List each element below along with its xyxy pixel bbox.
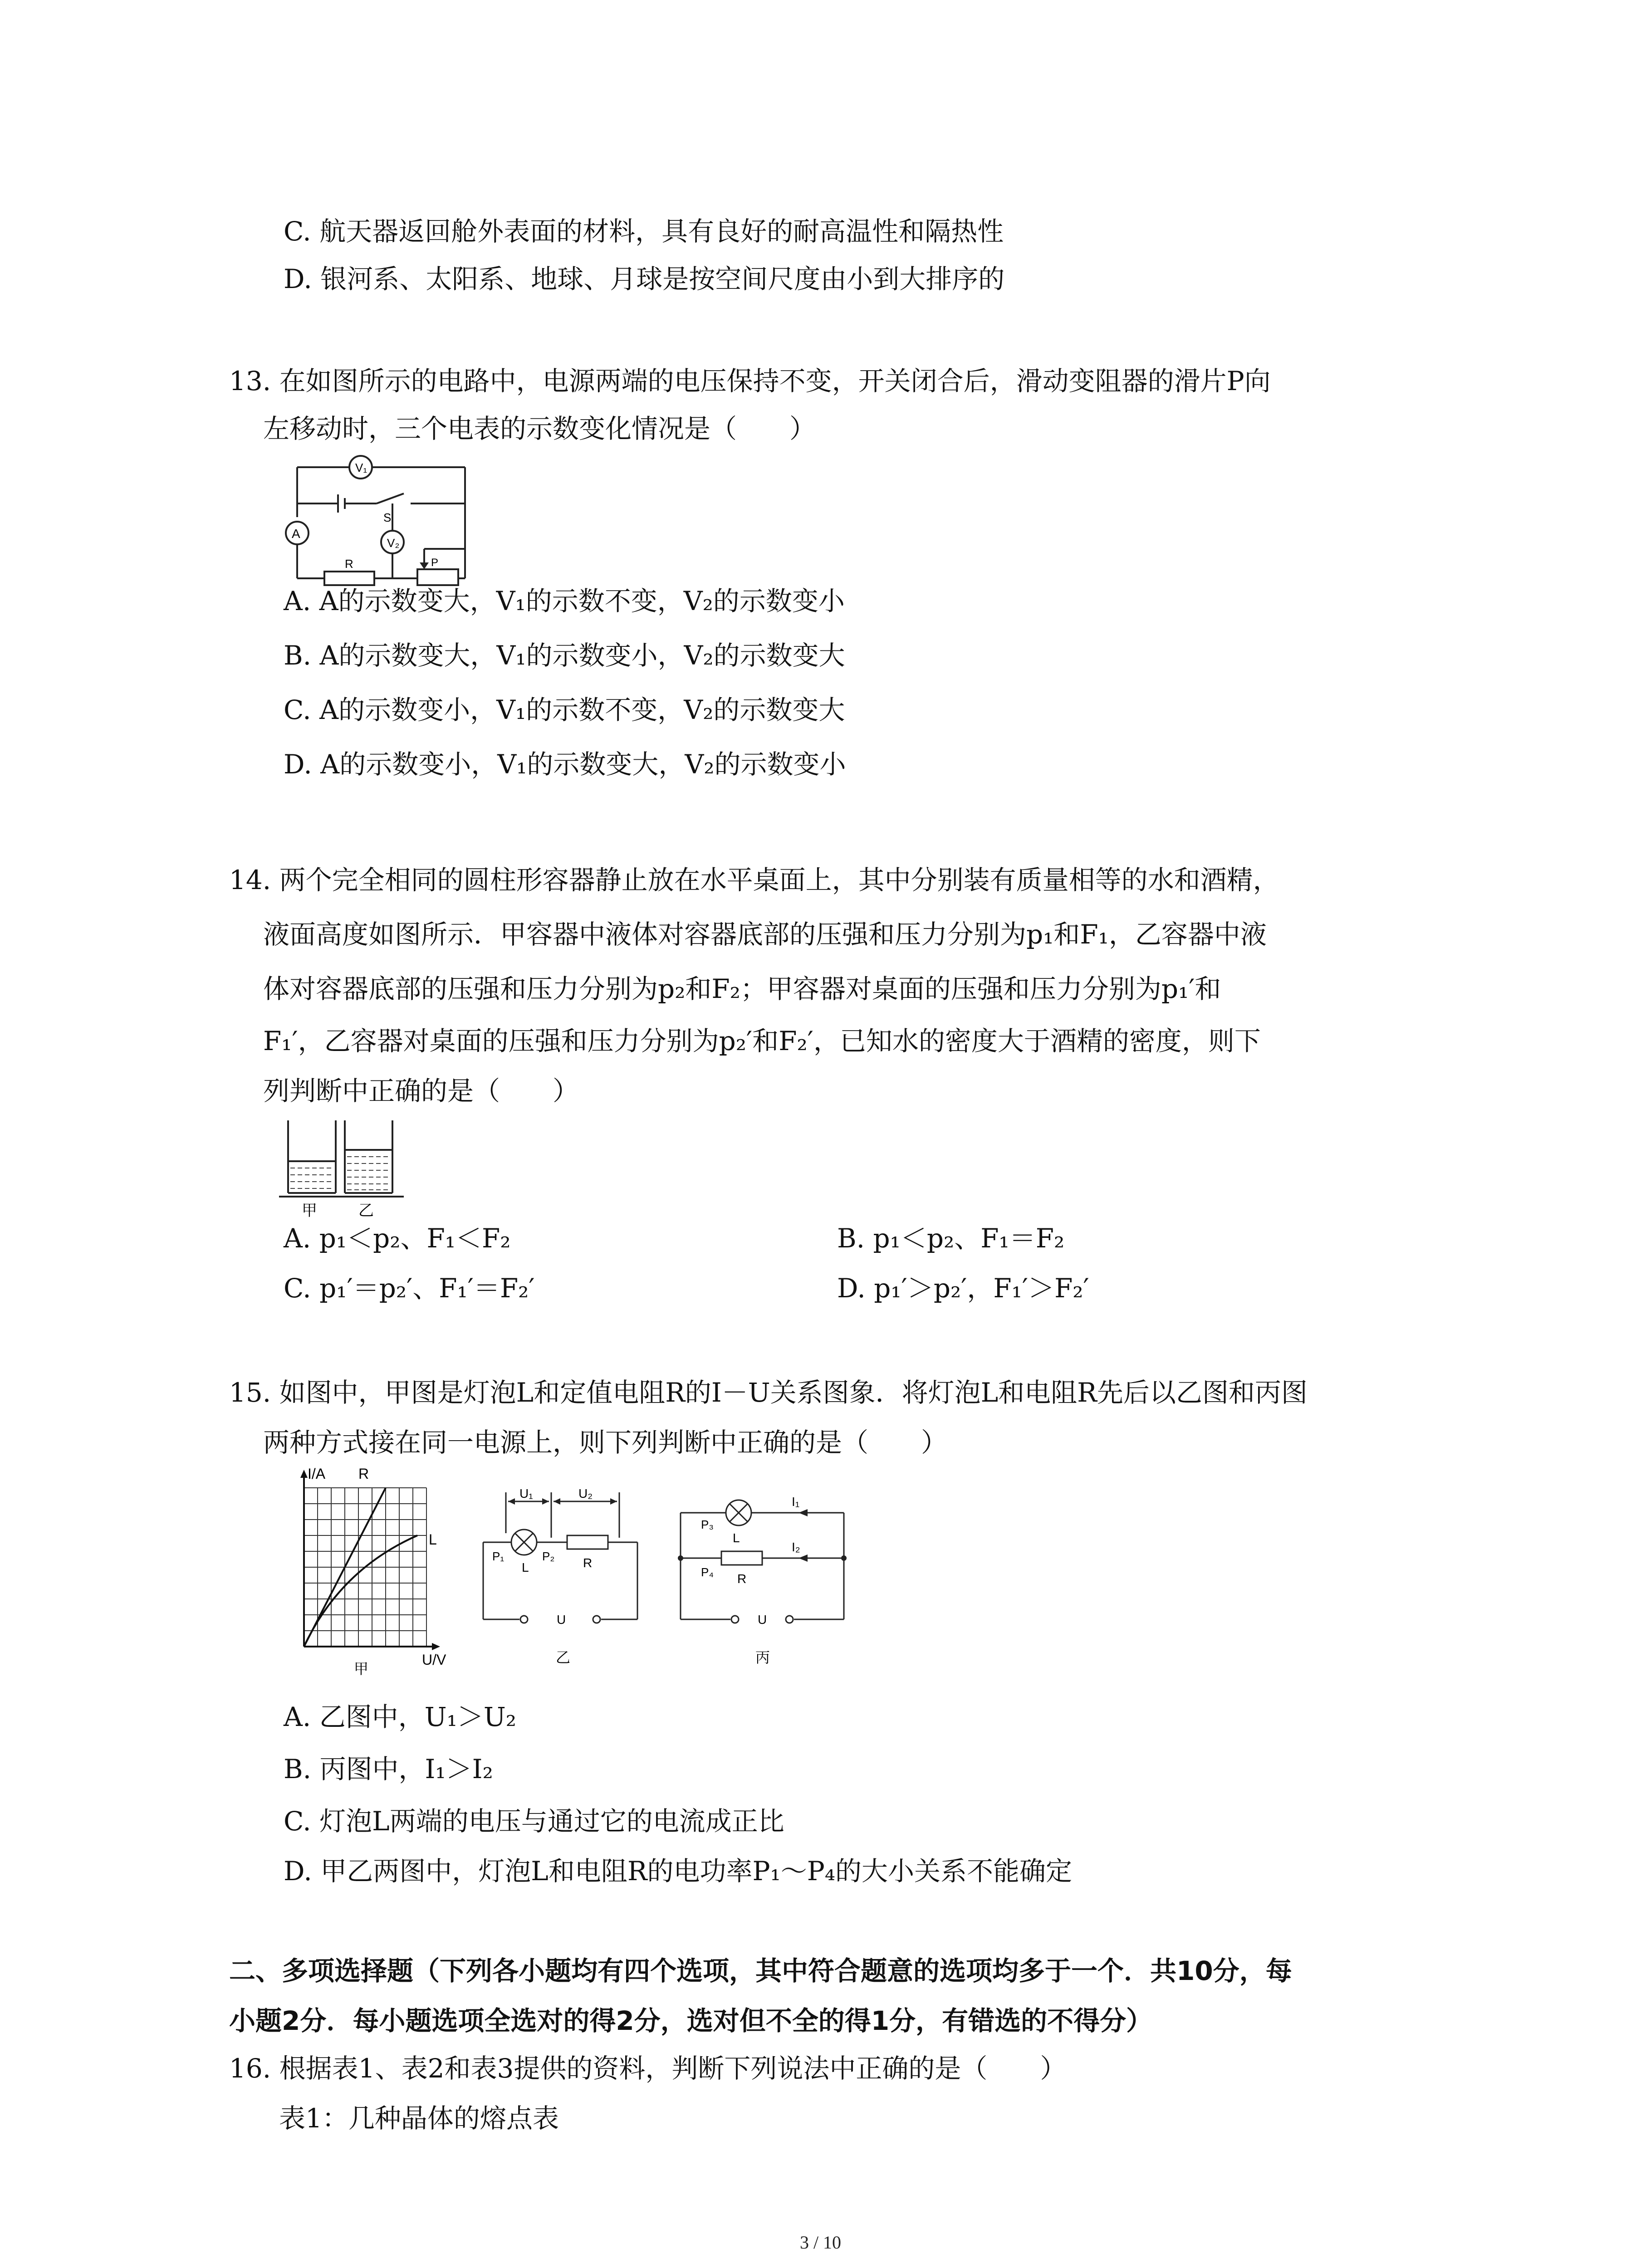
container-yi-label: 乙 xyxy=(358,1202,374,1219)
q15-stem-line2: 两种方式接在同一电源上，则下列判断中正确的是（ ） xyxy=(263,1427,948,1458)
bing-resistor-label: R xyxy=(737,1572,747,1586)
graph-caption: 甲 xyxy=(354,1661,369,1677)
option-c-prev: C. 航天器返回舱外表面的材料，具有良好的耐高温性和隔热性 xyxy=(284,216,1004,247)
q15-option-a: A. 乙图中，U₁＞U₂ xyxy=(284,1701,517,1732)
i2-label: I₂ xyxy=(792,1540,800,1554)
q14-stem-line3: 体对容器底部的压强和压力分别为p₂和F₂；甲容器对桌面的压强和压力分别为p₁′和 xyxy=(263,973,1221,1004)
q13-option-b: B. A的示数变大，V₁的示数变小，V₂的示数变大 xyxy=(284,640,845,671)
q13-option-d: D. A的示数变小，V₁的示数变大，V₂的示数变小 xyxy=(284,749,846,780)
q14-option-d: D. p₁′＞p₂′，F₁′＞F₂′ xyxy=(837,1273,1089,1304)
q15-parallel-circuit xyxy=(676,1488,857,1680)
q13-circuit-figure xyxy=(274,454,479,591)
slider-label: P xyxy=(431,557,439,569)
yi-caption: 乙 xyxy=(556,1649,571,1666)
q14-stem-line1: 14. 两个完全相同的圆柱形容器静止放在水平桌面上，其中分别装有质量相等的水和酒精， xyxy=(229,865,1279,895)
p4-label: P₄ xyxy=(701,1565,714,1579)
q14-stem-line2: 液面高度如图所示．甲容器中液体对容器底部的压强和压力分别为p₁和F₁，乙容器中液 xyxy=(263,919,1267,950)
q15-iu-graph xyxy=(272,1465,463,1680)
switch-label: S xyxy=(383,511,392,524)
v1-label: V₁ xyxy=(355,461,367,474)
graph-x-axis-label: U/V xyxy=(422,1652,446,1668)
q13-stem-line2: 左移动时，三个电表的示数变化情况是（ ） xyxy=(263,413,816,444)
ammeter-label: A xyxy=(292,527,300,541)
q14-option-c: C. p₁′＝p₂′、F₁′＝F₂′ xyxy=(284,1273,535,1304)
p3-label: P₃ xyxy=(701,1518,714,1531)
i1-label: I₁ xyxy=(792,1495,800,1509)
q16-table-caption: 表1：几种晶体的熔点表 xyxy=(279,2103,559,2134)
q14-stem-line4: F₁′，乙容器对桌面的压强和压力分别为p₂′和F₂′，已知水的密度大于酒精的密度，则下 xyxy=(263,1026,1261,1056)
q14-option-a: A. p₁＜p₂、F₁＜F₂ xyxy=(284,1223,511,1254)
yi-source-label: U xyxy=(557,1613,566,1627)
q13-option-c: C. A的示数变小，V₁的示数不变，V₂的示数变大 xyxy=(284,694,845,725)
q15-option-b: B. 丙图中，I₁＞I₂ xyxy=(284,1754,493,1784)
bing-caption: 丙 xyxy=(755,1649,770,1666)
q13-stem-line1: 13. 在如图所示的电路中，电源两端的电压保持不变，开关闭合后，滑动变阻器的滑片P向 xyxy=(229,366,1271,396)
option-d-prev: D. 银河系、太阳系、地球、月球是按空间尺度由小到大排序的 xyxy=(284,264,1005,294)
p2-label: P₂ xyxy=(542,1549,555,1563)
q14-option-b: B. p₁＜p₂、F₁＝F₂ xyxy=(837,1223,1065,1254)
graph-l-label: L xyxy=(429,1531,437,1548)
q15-series-circuit xyxy=(479,1488,651,1680)
u1-label: U₁ xyxy=(519,1488,533,1501)
q16-stem: 16. 根据表1、表2和表3提供的资料，判断下列说法中正确的是（ ） xyxy=(229,2053,1067,2084)
q15-option-c: C. 灯泡L两端的电压与通过它的电流成正比 xyxy=(284,1806,784,1837)
bing-lamp-label: L xyxy=(733,1531,740,1545)
lamp-iu-curve xyxy=(304,1535,417,1647)
section-2-heading-line2: 小题2分．每小题选项全选对的得2分，选对但不全的得1分，有错选的不得分） xyxy=(229,2005,1153,2036)
q15-stem-line1: 15. 如图中，甲图是灯泡L和定值电阻R的I－U关系图象．将灯泡L和电阻R先后以乙图和丙图 xyxy=(229,1377,1308,1408)
bing-source-label: U xyxy=(758,1613,767,1627)
resistor-label: R xyxy=(345,557,353,571)
section-2-heading-line1: 二、多项选择题（下列各小题均有四个选项，其中符合题意的选项均多于一个．共10分，每 xyxy=(229,1955,1292,1986)
v2-label: V₂ xyxy=(387,536,400,550)
q14-containers-figure xyxy=(279,1116,415,1222)
q13-option-a: A. A的示数变大，V₁的示数不变，V₂的示数变小 xyxy=(284,586,845,616)
yi-resistor-label: R xyxy=(583,1556,593,1570)
container-jia-label: 甲 xyxy=(302,1202,317,1219)
p1-label: P₁ xyxy=(492,1549,505,1563)
q15-option-d: D. 甲乙两图中，灯泡L和电阻R的电功率P₁～P₄的大小关系不能确定 xyxy=(284,1856,1073,1887)
u2-label: U₂ xyxy=(578,1488,593,1501)
graph-y-axis-label: I/A xyxy=(308,1466,326,1482)
page-number: 3 / 10 xyxy=(799,2232,842,2253)
graph-r-label: R xyxy=(358,1466,369,1482)
yi-lamp-label: L xyxy=(522,1560,529,1574)
q14-stem-line5: 列判断中正确的是（ ） xyxy=(263,1075,579,1106)
